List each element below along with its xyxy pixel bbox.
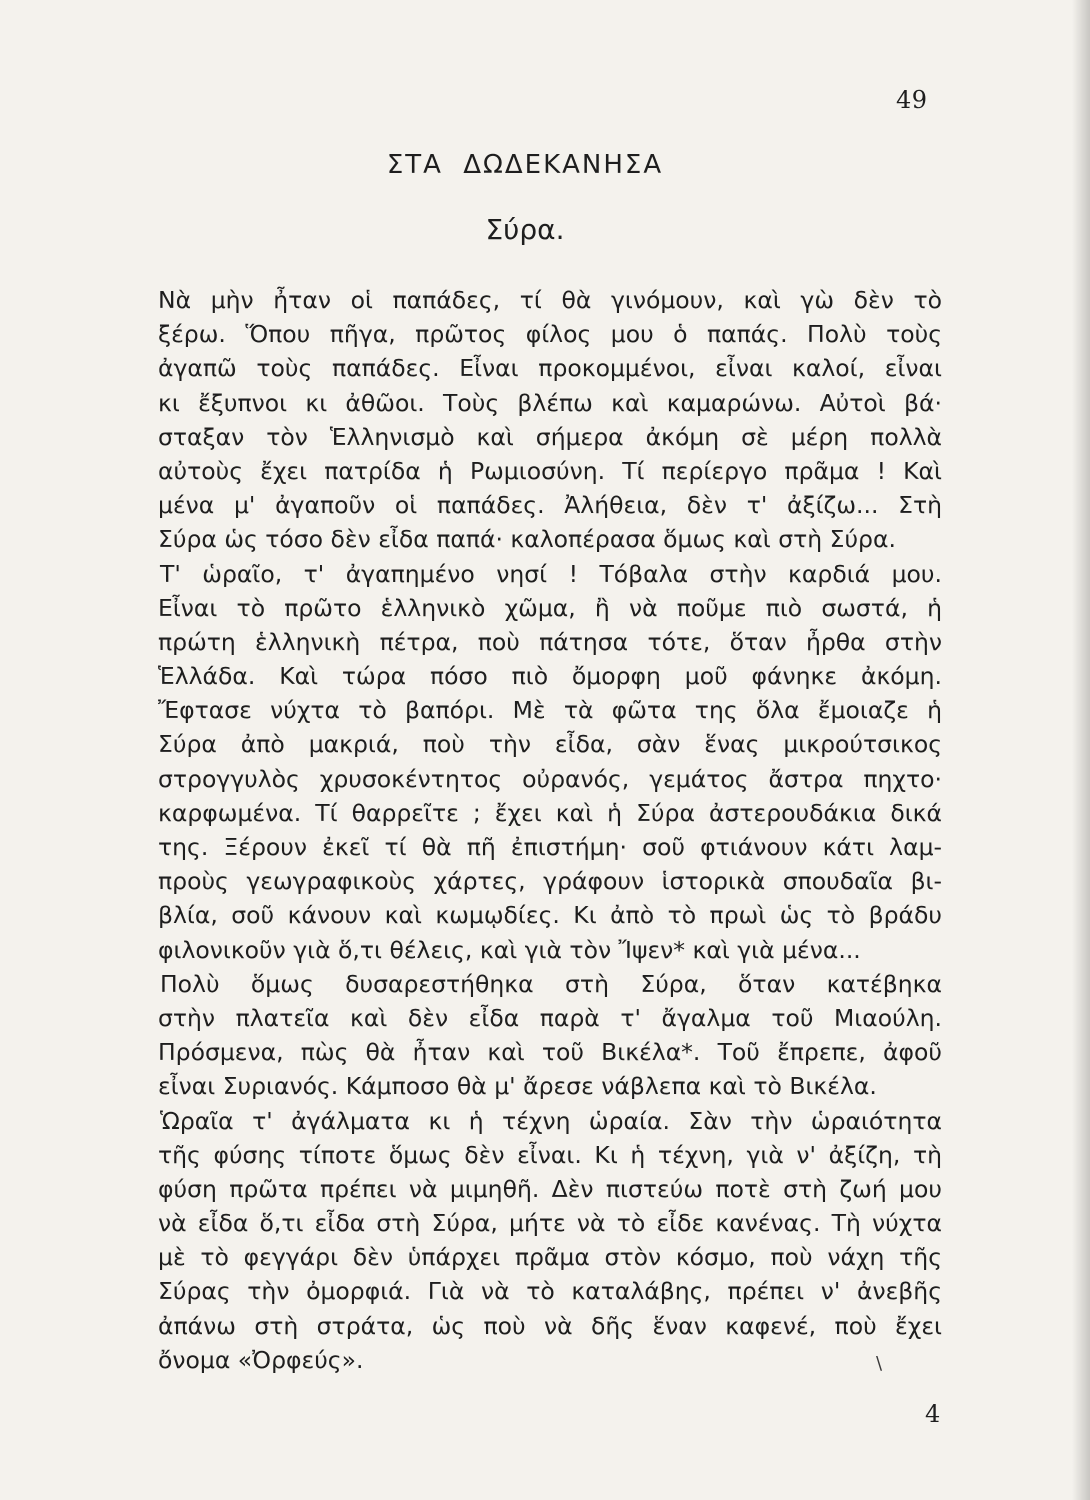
text-line: Εἶναι τὸ πρῶτο ἑλληνικὸ χῶμα, ἢ νὰ ποῦμε πιὸ σωστά, ἡ xyxy=(158,593,942,622)
stray-ink-mark: \ xyxy=(876,1353,883,1374)
text-line: εἶναι Συριανός. Κάμποσο θὰ μ' ἄρεσε νάβλεπα καὶ τὸ Βικέλα. xyxy=(158,1072,877,1101)
text-line: Ὡραῖα τ' ἀγάλματα κι ἡ τέχνη ὡραία. Σὰν τὴν ὡραιότητα xyxy=(160,1106,942,1135)
page-edge-shadow xyxy=(1072,0,1090,1500)
text-line: μένα μ' ἀγαποῦν οἱ παπάδες. Ἀλήθεια, δὲν τ' ἀξίζω... Στὴ xyxy=(158,491,942,520)
text-line: πρώτη ἑλληνικὴ πέτρα, ποὺ πάτησα τότε, ὅταν ἦρθα στὴν xyxy=(158,627,942,656)
text-line: μὲ τὸ φεγγάρι δὲν ὑπάρχει πρᾶμα στὸν κόσμο, ποὺ νάχη τῆς xyxy=(158,1243,942,1272)
text-line: Πολὺ ὅμως δυσαρεστήθηκα στὴ Σύρα, ὅταν κατέβηκα xyxy=(160,969,942,998)
text-line: φιλονικοῦν γιὰ ὅ,τι θέλεις, καὶ γιὰ τὸν Ἴψεν* καὶ γιὰ μένα... xyxy=(158,935,861,964)
text-line: ξέρω. Ὅπου πῆγα, πρῶτος φίλος μου ὁ παπάς. Πολὺ τοὺς xyxy=(158,320,942,349)
text-line: καρφωμένα. Τί θαρρεῖτε ; ἔχει καὶ ἡ Σύρα ἀστερουδάκια δικά xyxy=(158,798,942,827)
text-line: αὐτοὺς ἔχει πατρίδα ἡ Ρωμιοσύνη. Τί περίεργο πρᾶμα ! Καὶ xyxy=(158,456,942,485)
text-line: στὴν πλατεῖα καὶ δὲν εἶδα παρὰ τ' ἄγαλμα τοῦ Μιαούλη. xyxy=(158,1003,942,1032)
text-line: Νὰ μὴν ἦταν οἱ παπάδες, τί θὰ γινόμουν, καὶ γὼ δὲν τὸ xyxy=(158,286,942,314)
text-line: Ἔφτασε νύχτα τὸ βαπόρι. Μὲ τὰ φῶτα της ὅλα ἔμοιαζε ἡ xyxy=(158,696,942,725)
section-subheading: Σύρα. xyxy=(485,213,565,246)
text-line: κι ἔξυπνοι κι ἀθῶοι. Τοὺς βλέπω καὶ καμαρώνω. Αὐτοὶ βά· xyxy=(158,388,942,417)
text-line: στρογγυλὸς χρυσοκέντητος οὐρανός, γεμάτος ἄστρα πηχτο· xyxy=(158,764,942,793)
chapter-heading: ΣΤΑ ΔΩΔΕΚΑΝΗΣΑ xyxy=(386,150,664,180)
text-line: Τ' ὡραῖο, τ' ἀγαπημένο νησί ! Τόβαλα στὴν καρδιά μου. xyxy=(160,559,942,588)
text-line: νὰ εἶδα ὅ,τι εἶδα στὴ Σύρα, μήτε νὰ τὸ εἶδε κανένας. Τὴ νύχτα xyxy=(158,1209,942,1238)
text-line: Σύρας τὴν ὀμορφιά. Γιὰ νὰ τὸ καταλάβης, πρέπει ν' ἀνεβῆς xyxy=(158,1277,942,1306)
text-line: ἀγαπῶ τοὺς παπάδες. Εἶναι προκομμένοι, εἶναι καλοί, εἶναι xyxy=(158,354,942,383)
text-line: Πρόσμενα, πὼς θὰ ἦταν καὶ τοῦ Βικέλα*. Τοῦ ἔπρεπε, ἀφοῦ xyxy=(158,1038,942,1067)
text-line: Σύρα ὡς τόσο δὲν εἶδα παπά· καλοπέρασα ὅμως καὶ στὴ Σύρα. xyxy=(158,525,896,554)
text-line: Ἑλλάδα. Καὶ τώρα πόσο πιὸ ὄμορφη μοῦ φάνηκε ἀκόμη. xyxy=(158,662,942,691)
body-text xyxy=(158,283,942,1377)
page-number: 49 xyxy=(896,86,928,114)
text-line: προὺς γεωγραφικοὺς χάρτες, γράφουν ἱστορικὰ σπουδαῖα βι- xyxy=(158,867,942,896)
text-line: ὄνομα «Ὀρφεύς». xyxy=(158,1345,364,1374)
text-line: τῆς φύσης τίποτε ὅμως δὲν εἶναι. Κι ἡ τέχνη, γιὰ ν' ἀξίζη, τὴ xyxy=(158,1140,942,1169)
text-line: σταξαν τὸν Ἑλληνισμὸ καὶ σήμερα ἀκόμη σὲ μέρη πολλὰ xyxy=(158,422,942,451)
text-line: φύση πρῶτα πρέπει νὰ μιμηθῆ. Δὲν πιστεύω ποτὲ στὴ ζωή μου xyxy=(158,1174,942,1203)
text-line: Σύρα ἀπὸ μακριά, ποὺ τὴν εἶδα, σὰν ἕνας μικρούτσικος xyxy=(158,730,942,759)
printer-signature-mark: 4 xyxy=(925,1400,941,1428)
text-line: ἀπάνω στὴ στράτα, ὡς ποὺ νὰ δῆς ἕναν καφενέ, ποὺ ἔχει xyxy=(158,1311,942,1340)
text-line: βλία, σοῦ κάνουν καὶ κωμῳδίες. Κι ἀπὸ τὸ πρωὶ ὡς τὸ βράδυ xyxy=(158,901,942,930)
text-line: της. Ξέρουν ἐκεῖ τί θὰ πῆ ἐπιστήμη· σοῦ φτιάνουν κάτι λαμ- xyxy=(158,833,942,861)
